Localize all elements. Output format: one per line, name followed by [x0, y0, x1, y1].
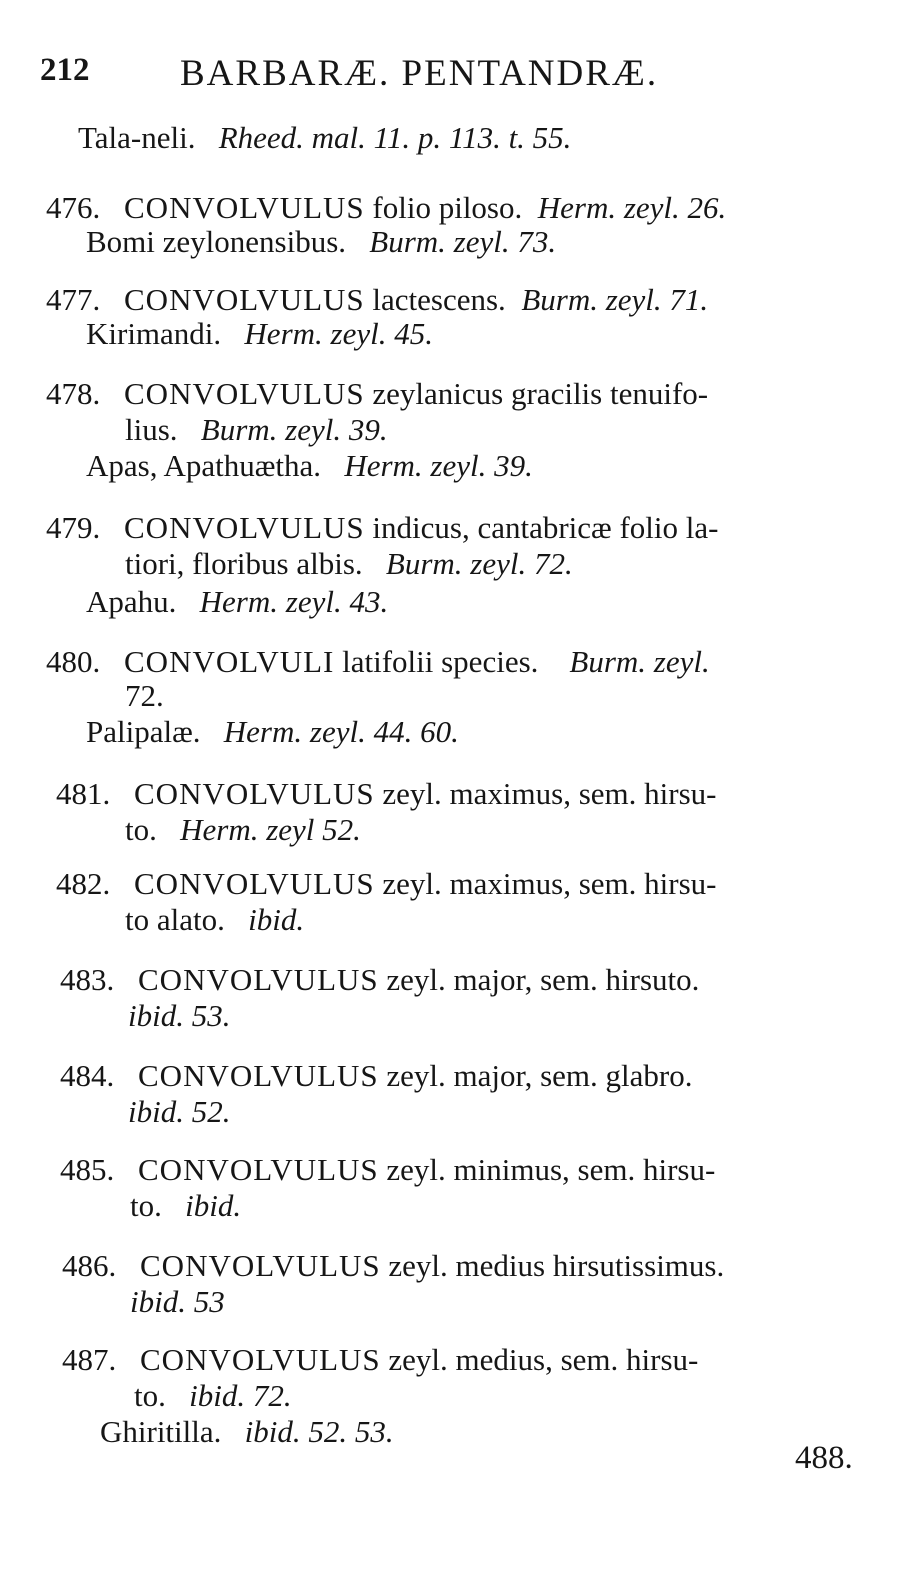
reference: Herm. zeyl. 39.: [344, 448, 533, 483]
entry-487-line-3: [100, 1414, 394, 1450]
vernacular-name: Kirimandi.: [86, 316, 222, 351]
genus-name: CONVOLVULI: [124, 644, 335, 679]
vernacular-name: Bomi zeylonensibus.: [86, 224, 347, 259]
entry-number: 486.: [62, 1248, 117, 1283]
reference: Herm. zeyl. 43.: [199, 584, 389, 619]
description-continued: to.: [125, 812, 157, 847]
vernacular-name: Apas, Apathuætha.: [86, 448, 322, 483]
entry-number: 477.: [46, 282, 101, 317]
entry-number: 476.: [46, 190, 101, 225]
vernacular-name: Palipalæ.: [86, 714, 201, 749]
reference: ibid. 52.: [128, 1094, 231, 1129]
reference: Burm. zeyl. 71.: [521, 282, 709, 317]
entry-476-line-1: [46, 190, 726, 226]
entry-continuation-line: [78, 120, 571, 156]
description-continued: tiori, floribus albis.: [125, 546, 363, 581]
description-continued: to.: [130, 1188, 162, 1223]
genus-name: CONVOLVULUS: [138, 1152, 379, 1187]
reference: Herm. zeyl. 44. 60.: [223, 714, 459, 749]
entry-number: 481.: [56, 776, 111, 811]
entry-number: 483.: [60, 962, 115, 997]
entry-478-line-1: [46, 376, 708, 412]
entry-478-line-3: [86, 448, 533, 484]
reference: ibid. 53.: [128, 998, 231, 1033]
entry-478-line-2: [125, 412, 388, 448]
entry-485-line-1: [60, 1152, 715, 1188]
description: zeyl. medius, sem. hirsu-: [388, 1342, 699, 1377]
description: zeylanicus gracilis tenuifo-: [372, 376, 709, 411]
genus-name: CONVOLVULUS: [140, 1342, 381, 1377]
description: zeyl. maximus, sem. hirsu-: [382, 776, 717, 811]
entry-number: 487.: [62, 1342, 117, 1377]
reference: ibid. 53: [130, 1284, 225, 1319]
entry-482-line-1: [56, 866, 716, 902]
genus-name: CONVOLVULUS: [124, 190, 365, 225]
entry-number: 484.: [60, 1058, 115, 1093]
entry-477-line-1: [46, 282, 708, 318]
description: zeyl. medius hirsutissimus.: [388, 1248, 725, 1283]
entry-482-line-2: [125, 902, 304, 938]
entry-486-line-1: [62, 1248, 724, 1284]
description: zeyl. maximus, sem. hirsu-: [382, 866, 717, 901]
reference: Burm. zeyl. 73.: [369, 224, 557, 259]
entry-480-line-3: [86, 714, 459, 750]
entry-484-line-1: [60, 1058, 693, 1094]
reference: Burm. zeyl. 39.: [200, 412, 388, 447]
entry-480-line-1: [46, 644, 710, 680]
genus-name: CONVOLVULUS: [138, 962, 379, 997]
genus-name: CONVOLVULUS: [124, 510, 365, 545]
genus-name: CONVOLVULUS: [140, 1248, 381, 1283]
entry-number: 480.: [46, 644, 101, 679]
reference: ibid. 72.: [189, 1378, 292, 1413]
description-continued: to alato.: [125, 902, 225, 937]
page-number: 212: [40, 52, 90, 88]
entry-479-line-2: [125, 546, 573, 582]
entry-number: 479.: [46, 510, 101, 545]
description: latifolii species.: [342, 644, 539, 679]
entry-479-line-1: [46, 510, 718, 546]
entry-476-line-2: [86, 224, 556, 260]
entry-481-line-1: [56, 776, 716, 812]
reference-continued: 72.: [125, 678, 164, 713]
entry-485-line-2: [130, 1188, 241, 1224]
description-continued: to.: [134, 1378, 166, 1413]
genus-name: CONVOLVULUS: [124, 376, 365, 411]
description: folio piloso.: [372, 190, 523, 225]
reference: Herm. zeyl. 26.: [537, 190, 727, 225]
entry-number: 485.: [60, 1152, 115, 1187]
genus-name: CONVOLVULUS: [124, 282, 365, 317]
entry-484-line-2: [128, 1094, 230, 1130]
vernacular-name: Ghiritilla.: [100, 1414, 222, 1449]
genus-name: CONVOLVULUS: [134, 776, 375, 811]
description-continued: lius.: [125, 412, 178, 447]
description: zeyl. major, sem. hirsuto.: [386, 962, 700, 997]
entry-483-line-1: [60, 962, 699, 998]
genus-name: CONVOLVULUS: [138, 1058, 379, 1093]
genus-name: CONVOLVULUS: [134, 866, 375, 901]
reference: Rheed. mal. 11. p. 113. t. 55.: [218, 120, 572, 155]
entry-487-line-1: [62, 1342, 698, 1378]
entry-number: 478.: [46, 376, 101, 411]
catchword: 488.: [795, 1440, 853, 1476]
reference: Burm. zeyl.: [569, 644, 710, 679]
reference: Herm. zeyl. 45.: [244, 316, 433, 351]
entry-486-line-2: [130, 1284, 225, 1320]
description: zeyl. major, sem. glabro.: [386, 1058, 693, 1093]
entry-480-line-2: [125, 678, 164, 714]
vernacular-name: Apahu.: [86, 584, 177, 619]
reference: ibid.: [248, 902, 305, 937]
entry-477-line-2: [86, 316, 433, 352]
reference: ibid. 52. 53.: [244, 1414, 394, 1449]
entry-number: 482.: [56, 866, 111, 901]
entry-479-line-3: [86, 584, 388, 620]
entry-483-line-2: [128, 998, 230, 1034]
entry-487-line-2: [134, 1378, 292, 1414]
description: lactescens.: [372, 282, 506, 317]
reference: ibid.: [185, 1188, 242, 1223]
reference: Herm. zeyl 52.: [180, 812, 361, 847]
page-header: [40, 52, 860, 102]
running-head: BARBARÆ. PENTANDRÆ.: [180, 53, 659, 94]
entry-481-line-2: [125, 812, 361, 848]
vernacular-name: Tala-neli.: [78, 120, 196, 155]
reference: Burm. zeyl. 72.: [385, 546, 573, 581]
description: indicus, cantabricæ folio la-: [372, 510, 719, 545]
description: zeyl. minimus, sem. hirsu-: [386, 1152, 716, 1187]
